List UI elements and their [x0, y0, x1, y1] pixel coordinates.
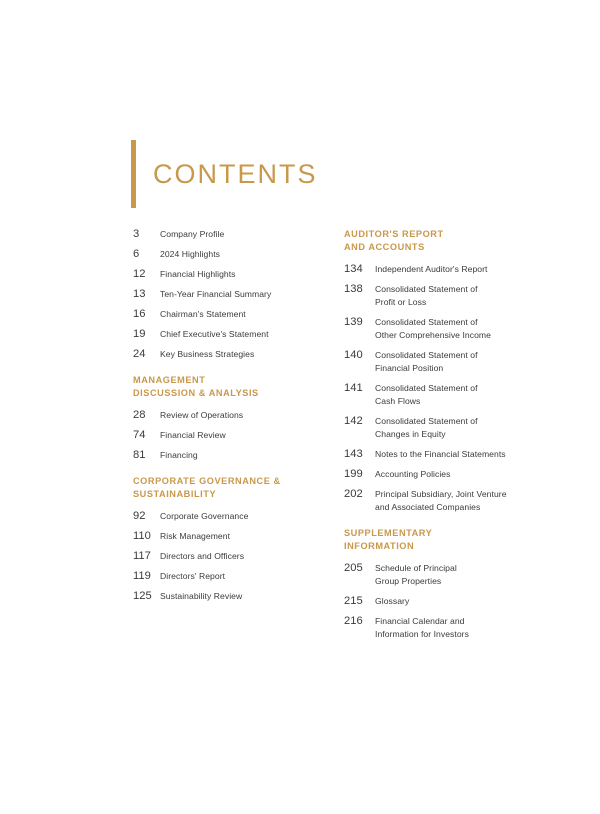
contents-entry[interactable] — [344, 615, 559, 641]
contents-column-right — [344, 228, 559, 641]
entry-page-number: 24 — [133, 348, 146, 360]
section-header-line: DISCUSSION & ANALYSIS — [133, 388, 259, 398]
entry-label — [375, 448, 506, 461]
contents-entry[interactable] — [133, 268, 333, 281]
section-header-line: SUSTAINABILITY — [133, 489, 217, 499]
entry-label — [375, 415, 478, 441]
entry-label — [375, 316, 491, 342]
entry-label-line: Review of Operations — [160, 410, 244, 420]
entry-label-line: Accounting Policies — [375, 469, 451, 479]
entry-label-line: Cash Flows — [375, 396, 421, 406]
entry-label — [375, 562, 457, 588]
entry-label-line: Financial Position — [375, 363, 444, 373]
entry-label-line: Other Comprehensive Income — [375, 330, 491, 340]
entry-label-line: Notes to the Financial Statements — [375, 449, 506, 459]
entry-label-line: Directors' Report — [160, 571, 226, 581]
contents-entry[interactable] — [133, 308, 333, 321]
entry-page-number: 202 — [344, 488, 363, 500]
contents-entry[interactable] — [133, 328, 333, 341]
entry-page-number: 125 — [133, 590, 152, 602]
contents-entry[interactable] — [344, 283, 559, 309]
contents-entry[interactable] — [133, 409, 333, 422]
entry-label-line: Corporate Governance — [160, 511, 249, 521]
entry-label — [160, 510, 248, 523]
entry-label — [160, 268, 236, 281]
contents-entry[interactable] — [133, 590, 333, 603]
contents-entry[interactable] — [133, 530, 333, 543]
entry-label-line: Ten-Year Financial Summary — [160, 289, 272, 299]
contents-entry[interactable] — [344, 448, 559, 461]
entry-page-number: 141 — [344, 382, 363, 394]
entry-label — [375, 382, 478, 408]
contents-entry[interactable] — [133, 510, 333, 523]
contents-section — [133, 374, 333, 462]
entry-page-number: 3 — [133, 228, 140, 240]
entry-label-line: Consolidated Statement of — [375, 317, 478, 327]
entry-label-line: Directors and Officers — [160, 551, 245, 561]
contents-section — [133, 475, 333, 603]
entry-label — [160, 328, 269, 341]
contents-section — [344, 527, 559, 641]
contents-column-left — [133, 228, 333, 603]
entry-label-line: Sustainability Review — [160, 591, 243, 601]
entry-label — [375, 349, 478, 375]
entry-label-line: Financial Calendar and — [375, 616, 465, 626]
section-header — [344, 228, 559, 254]
entry-label-line: 2024 Highlights — [160, 249, 220, 259]
entry-label — [375, 263, 487, 276]
accent-bar — [131, 140, 136, 208]
entry-label — [160, 288, 271, 301]
entry-label-line: Financing — [160, 450, 198, 460]
entry-label-line: Changes in Equity — [375, 429, 446, 439]
entry-label-line: Consolidated Statement of — [375, 416, 478, 426]
entry-label — [160, 228, 224, 241]
entry-page-number: 13 — [133, 288, 146, 300]
entry-label-line: Key Business Strategies — [160, 349, 255, 359]
contents-entry[interactable] — [344, 382, 559, 408]
contents-entry[interactable] — [133, 248, 333, 261]
contents-section — [133, 228, 333, 361]
entry-label — [160, 348, 254, 361]
contents-entry[interactable] — [344, 488, 559, 514]
entry-page-number: 215 — [344, 595, 363, 607]
section-header-line: MANAGEMENT — [133, 375, 206, 385]
section-header — [133, 374, 333, 400]
section-header-line: CORPORATE GOVERNANCE & — [133, 476, 281, 486]
entry-label-line: and Associated Companies — [375, 502, 481, 512]
entry-page-number: 92 — [133, 510, 146, 522]
entry-label-line: Financial Highlights — [160, 269, 236, 279]
entry-label — [160, 409, 243, 422]
entry-label-line: Consolidated Statement of — [375, 350, 478, 360]
entry-label-line: Chairman's Statement — [160, 309, 246, 319]
entry-label — [160, 429, 226, 442]
contents-section — [344, 228, 559, 514]
entry-label — [160, 248, 220, 261]
entry-page-number: 143 — [344, 448, 363, 460]
contents-entry[interactable] — [133, 348, 333, 361]
entry-label — [375, 488, 507, 514]
entry-label-line: Principal Subsidiary, Joint Venture — [375, 489, 507, 499]
entry-label — [160, 530, 230, 543]
entry-page-number: 134 — [344, 263, 363, 275]
entry-label-line: Schedule of Principal — [375, 563, 457, 573]
contents-entry[interactable] — [344, 349, 559, 375]
entry-page-number: 16 — [133, 308, 146, 320]
contents-entry[interactable] — [133, 570, 333, 583]
entry-page-number: 117 — [133, 550, 151, 562]
contents-entry[interactable] — [133, 429, 333, 442]
entry-label-line: Financial Review — [160, 430, 226, 440]
entry-label-line: Company Profile — [160, 229, 225, 239]
entry-label — [375, 595, 409, 608]
section-header-line: AND ACCOUNTS — [344, 242, 425, 252]
entry-label-line: Glossary — [375, 596, 410, 606]
entry-label-line: Profit or Loss — [375, 297, 427, 307]
entry-label — [375, 283, 478, 309]
contents-entry[interactable] — [133, 288, 333, 301]
entry-page-number: 110 — [133, 530, 151, 542]
entry-page-number: 199 — [344, 468, 363, 480]
entry-label — [160, 308, 246, 321]
entry-label — [375, 468, 450, 481]
entry-label-line: Risk Management — [160, 531, 231, 541]
entry-label-line: Information for Investors — [375, 629, 469, 639]
section-header-line: SUPPLEMENTARY — [344, 528, 433, 538]
page-title: CONTENTS — [153, 158, 318, 189]
entry-label-line: Chief Executive's Statement — [160, 329, 269, 339]
page-title-block — [131, 140, 318, 208]
entry-page-number: 12 — [133, 268, 146, 280]
section-header — [344, 527, 559, 553]
contents-entry[interactable] — [133, 449, 333, 462]
entry-page-number: 139 — [344, 316, 363, 328]
entry-page-number: 216 — [344, 615, 363, 627]
entry-page-number: 142 — [344, 415, 363, 427]
entry-page-number: 205 — [344, 562, 363, 574]
entry-label — [160, 570, 225, 583]
entry-page-number: 81 — [133, 449, 146, 461]
contents-entry[interactable] — [133, 550, 333, 563]
contents-entry[interactable] — [344, 415, 559, 441]
entry-page-number: 28 — [133, 409, 146, 421]
entry-page-number: 19 — [133, 328, 146, 340]
entry-label — [160, 590, 242, 603]
section-header-line: AUDITOR'S REPORT — [344, 229, 444, 239]
entry-label-line: Group Properties — [375, 576, 442, 586]
entry-label-line: Independent Auditor's Report — [375, 264, 488, 274]
contents-entry[interactable] — [344, 263, 559, 276]
contents-entry[interactable] — [344, 595, 559, 608]
entry-page-number: 6 — [133, 248, 140, 260]
entry-label — [375, 615, 469, 641]
entry-label — [160, 550, 244, 563]
contents-entry[interactable] — [344, 468, 559, 481]
section-header — [133, 475, 333, 501]
entry-label — [160, 449, 198, 462]
entry-label-line: Consolidated Statement of — [375, 284, 478, 294]
entry-page-number: 119 — [133, 570, 151, 582]
entry-page-number: 140 — [344, 349, 363, 361]
entry-label-line: Consolidated Statement of — [375, 383, 478, 393]
entry-page-number: 138 — [344, 283, 363, 295]
contents-entry[interactable] — [344, 316, 559, 342]
entry-page-number: 74 — [133, 429, 146, 441]
section-header-line: INFORMATION — [344, 541, 415, 551]
contents-entry[interactable] — [344, 562, 559, 588]
contents-entry[interactable] — [133, 228, 333, 241]
